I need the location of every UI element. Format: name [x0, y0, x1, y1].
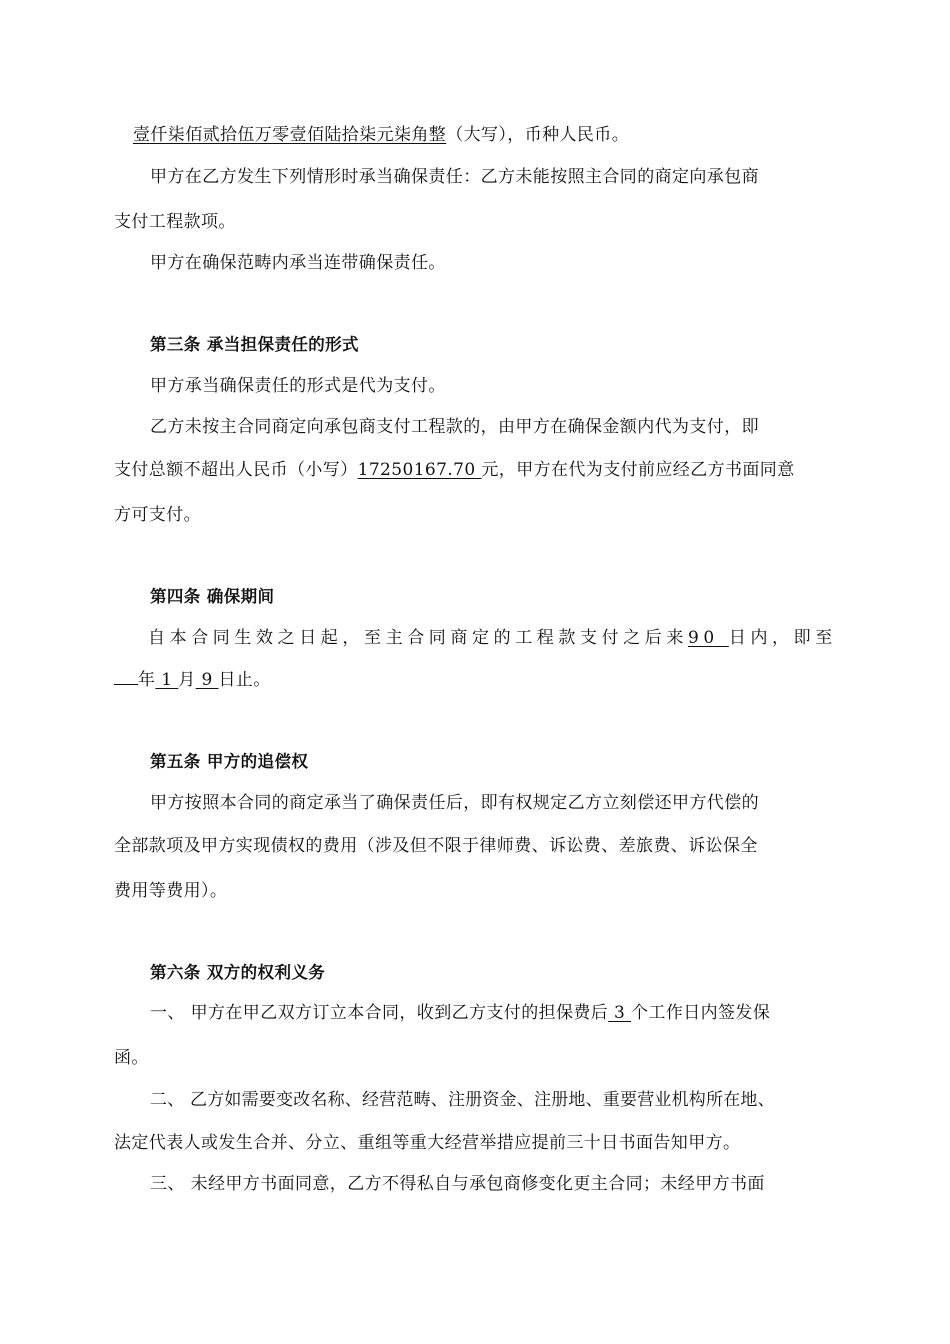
list-item-3: 三、 未经甲方书面同意，乙方不得私自与承包商修变化更主合同；未经甲方书面	[150, 1174, 765, 1194]
paragraph-line: 函。	[114, 1048, 149, 1068]
paragraph-line: 支付工程款项。	[114, 212, 236, 232]
year-blank	[114, 666, 138, 685]
paragraph-line: 甲方按照本合同的商定承当了确保责任后，即有权规定乙方立刻偿还甲方代偿的	[150, 793, 759, 813]
paragraph-line	[114, 458, 844, 482]
days-value: 90	[688, 628, 729, 648]
article-6-heading: 第六条 双方的权利义务	[150, 963, 326, 982]
amount-in-words: 壹仟柒佰贰拾伍万零壹佰陆拾柒元柒角整	[133, 125, 447, 145]
text-segment: 一、 甲方在甲乙双方订立本合同，收到乙方支付的担保费后	[150, 1003, 609, 1023]
paragraph-line: 法定代表人或发生合并、分立、重组等重大经营举措应提前三十日书面告知甲方。	[114, 1133, 741, 1153]
month-label: 月	[178, 670, 196, 690]
text-segment: 日内，即至	[728, 628, 837, 648]
article-3-heading: 第三条 承当担保责任的形式	[150, 335, 359, 354]
paragraph-line: 乙方未按主合同商定向承包商支付工程款的，由甲方在确保金额内代为支付，即	[150, 417, 759, 437]
year-label: 年	[138, 670, 156, 690]
workdays-value: 3	[608, 1003, 632, 1023]
paragraph-line: 费用等费用）。	[114, 881, 228, 901]
paragraph-line	[148, 626, 842, 650]
paragraph-line: 方可支付。	[114, 505, 201, 525]
currency-text: （大写），币种人民币。	[446, 125, 630, 145]
list-item-2: 二、 乙方如需要变改名称、经营范畴、注册资金、注册地、重要营业机构所在地、	[150, 1090, 775, 1110]
text-segment: 自本合同生效之日起，至主合同商定的工程款支付之后来	[148, 628, 688, 648]
date-line	[114, 666, 844, 692]
text-segment: 支付总额不超出人民币（小写）	[114, 460, 358, 480]
text-segment: 元，甲方在代为支付前应经乙方书面同意	[481, 460, 795, 480]
article-4-heading: 第四条 确保期间	[150, 587, 275, 606]
amount-in-figures: 17250167.70	[357, 460, 482, 480]
paragraph-line: 甲方在确保范畴内承当连带确保责任。	[150, 253, 446, 273]
paragraph-line: 全部款项及甲方实现债权的费用（涉及但不限于律师费、诉讼费、差旅费、诉讼保全	[114, 836, 758, 856]
month-value: 1	[155, 670, 179, 690]
day-label: 日止。	[218, 670, 271, 690]
paragraph-line: 甲方承当确保责任的形式是代为支付。	[150, 376, 446, 396]
paragraph-line: 甲方在乙方发生下列情形时承当确保责任：乙方未能按照主合同的商定向承包商	[150, 167, 759, 187]
list-item-1	[150, 1001, 844, 1025]
amount-in-words-line	[133, 123, 863, 147]
text-segment: 个工作日内签发保	[631, 1003, 771, 1023]
article-5-heading: 第五条 甲方的追偿权	[150, 752, 309, 771]
day-value: 9	[195, 670, 219, 690]
